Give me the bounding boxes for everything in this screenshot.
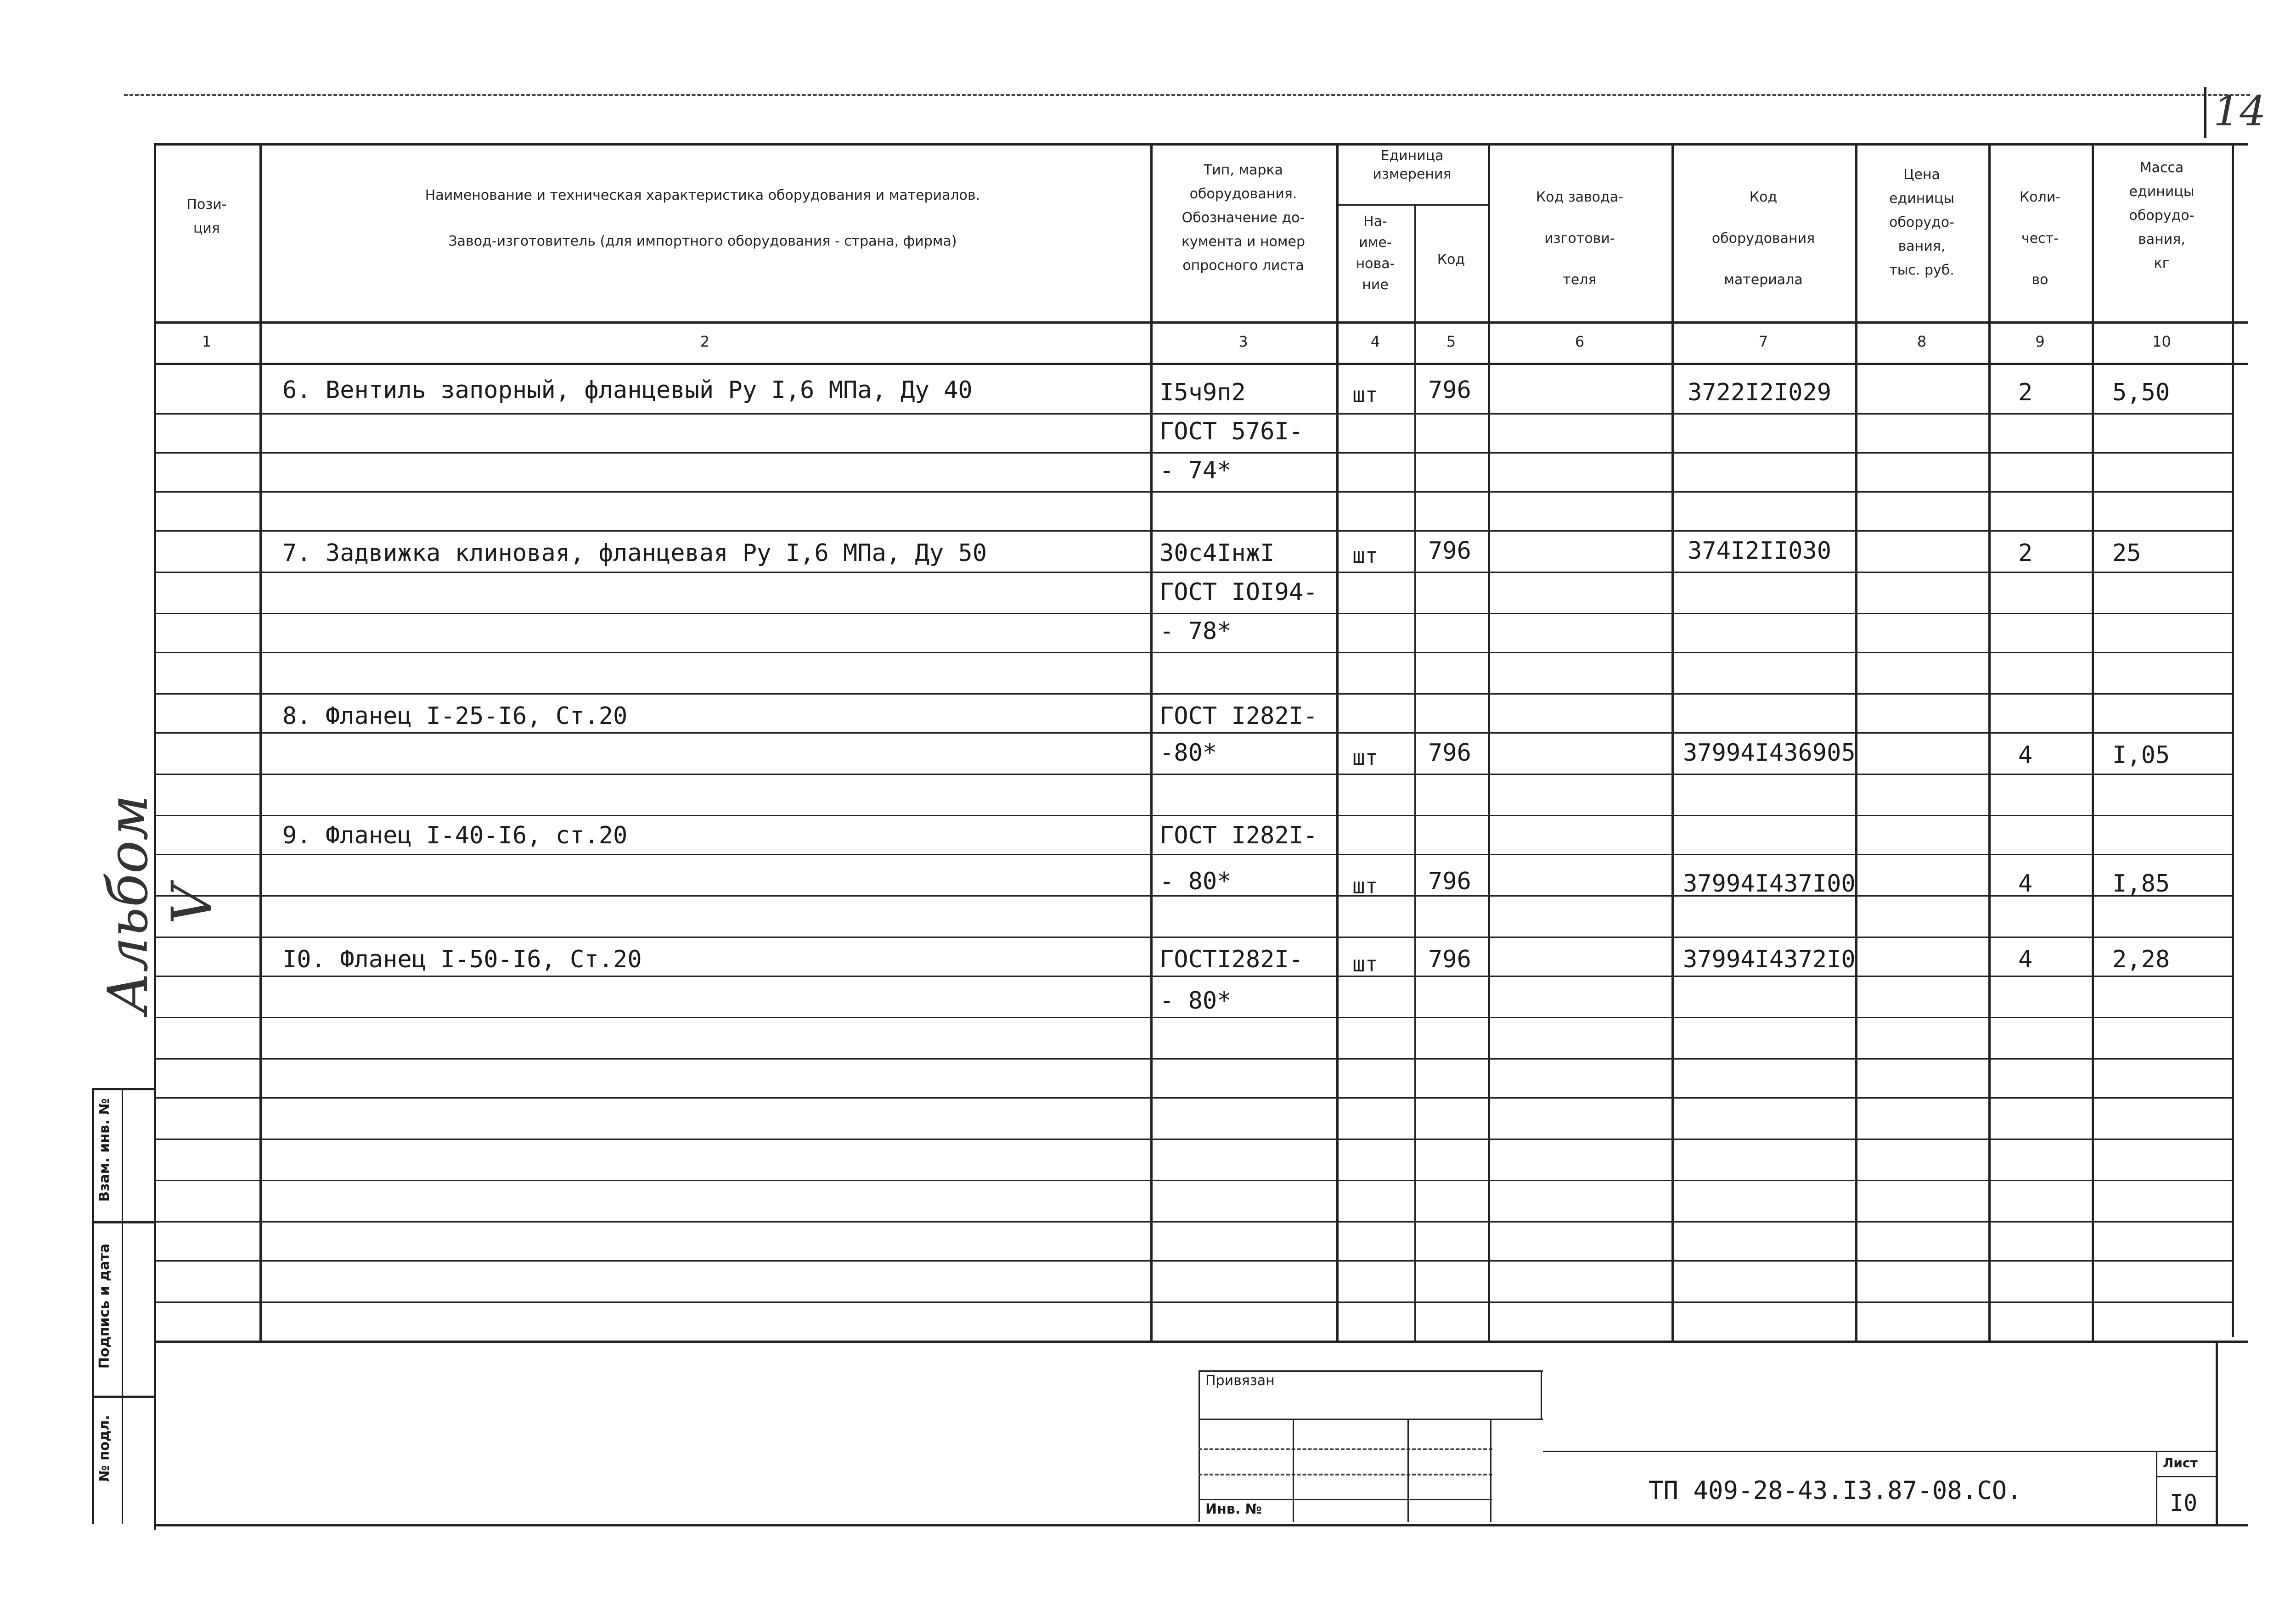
row10-name: I0. Фланец I-50-I6, Ст.20 xyxy=(282,946,642,973)
row6-type2: ГОСТ 576I- xyxy=(1159,418,1304,445)
row9-qty: 4 xyxy=(2018,870,2033,898)
hdr-name-line1: Наименование и техническая характеристика оборудования и материалов. xyxy=(425,187,980,203)
sheet-label: Лист xyxy=(2163,1455,2198,1470)
row10-mat-code: 37994I4372I0 xyxy=(1683,946,1856,973)
row7-name: 7. Задвижка клиновая, фланцевая Ру I,6 МПа, Ду 50 xyxy=(282,539,987,567)
row8-mass: I,05 xyxy=(2112,741,2170,769)
hdr-factory-code: Код завода- изготови- теля xyxy=(1536,189,1624,288)
stamp-inv: Инв. № xyxy=(1205,1501,1262,1517)
hdr-position: Пози- ция xyxy=(186,196,227,236)
row7-code: 796 xyxy=(1428,537,1471,565)
hdr-type: Тип, марка оборудования. Обозначение до- кумента и номер опросного листа xyxy=(1181,162,1306,274)
row10-code: 796 xyxy=(1428,946,1471,973)
row8-unit: шт xyxy=(1352,745,1378,770)
hdr-unit-code: Код xyxy=(1437,252,1465,268)
row7-unit: шт xyxy=(1352,543,1378,568)
row7-qty: 2 xyxy=(2018,539,2033,567)
colnum-10: 10 xyxy=(2152,333,2171,350)
row7-mass: 25 xyxy=(2112,539,2141,567)
sheet-number: I0 xyxy=(2170,1490,2198,1516)
colnum-5: 5 xyxy=(1446,333,1456,350)
hdr-mass: Масса единицы оборудо- вания, кг xyxy=(2129,160,2195,271)
stamp-privyazan: Привязан xyxy=(1205,1373,1275,1389)
row9-mat-code: 37994I437I00 xyxy=(1683,870,1856,898)
row8-type1: ГОСТ I282I- xyxy=(1159,702,1318,730)
side-inv-orig: № подл. xyxy=(96,1415,113,1482)
row6-mass: 5,50 xyxy=(2112,379,2170,406)
colnum-6: 6 xyxy=(1575,333,1585,350)
colnum-7: 7 xyxy=(1758,333,1768,350)
row6-name: 6. Вентиль запорный, фланцевый Ру I,6 МПа, Ду 40 xyxy=(282,376,973,404)
hdr-price: Цена единицы оборудо- вания, тыс. руб. xyxy=(1889,167,1954,278)
hdr-material-code: Код оборудования материала xyxy=(1711,189,1815,288)
row8-mat-code: 37994I436905 xyxy=(1683,739,1856,767)
row8-name: 8. Фланец I-25-I6, Ст.20 xyxy=(282,702,628,730)
row9-unit: шт xyxy=(1352,874,1378,898)
row10-type1: ГОСТI282I- xyxy=(1159,946,1304,973)
row10-type2: - 80* xyxy=(1159,987,1232,1015)
hdr-qty: Коли- чест- во xyxy=(2019,189,2061,288)
row8-qty: 4 xyxy=(2018,741,2033,769)
row7-type2: ГОСТ IОI94- xyxy=(1159,578,1318,606)
row10-mass: 2,28 xyxy=(2112,946,2170,973)
page-number-handwritten: 14 xyxy=(2213,87,2266,135)
document-code: ТП 409-28-43.I3.87-08.СО. xyxy=(1649,1476,2022,1505)
row10-unit: шт xyxy=(1352,952,1378,976)
row6-unit: шт xyxy=(1352,382,1378,407)
row7-type3: - 78* xyxy=(1159,617,1232,645)
row9-code: 796 xyxy=(1428,868,1471,895)
hdr-unit: Единица измерения xyxy=(1373,148,1452,182)
colnum-1: 1 xyxy=(202,333,212,350)
hdr-unit-name: На- име- нова- ние xyxy=(1356,213,1395,293)
row7-mat-code: 374I2II030 xyxy=(1688,537,1832,565)
row9-mass: I,85 xyxy=(2112,870,2170,898)
row7-type1: 30с4IнжI xyxy=(1159,539,1275,567)
colnum-9: 9 xyxy=(2035,333,2045,350)
colnum-2: 2 xyxy=(700,333,710,350)
colnum-4: 4 xyxy=(1370,333,1380,350)
side-inv-no: Взам. инв. № xyxy=(96,1098,113,1202)
row6-type1: I5ч9п2 xyxy=(1159,379,1246,406)
row6-mat-code: 3722I2I029 xyxy=(1688,379,1832,406)
hdr-name-line2: Завод-изготовитель (для импортного оборудования - страна, фирма) xyxy=(448,233,957,249)
colnum-3: 3 xyxy=(1238,333,1248,350)
row9-name: 9. Фланец I-40-I6, ст.20 xyxy=(282,822,628,849)
top-cut-line xyxy=(124,94,2250,96)
row6-code: 796 xyxy=(1428,376,1471,404)
row9-type1: ГОСТ I282I- xyxy=(1159,822,1318,849)
side-sign-date: Подпись и дата xyxy=(96,1243,113,1369)
row9-type2: - 80* xyxy=(1159,868,1232,895)
row8-code: 796 xyxy=(1428,739,1471,767)
row6-type3: - 74* xyxy=(1159,457,1232,484)
row10-qty: 4 xyxy=(2018,946,2033,973)
corner-line xyxy=(2204,87,2206,138)
row6-qty: 2 xyxy=(2018,379,2033,406)
colnum-8: 8 xyxy=(1917,333,1927,350)
row8-type2: -80* xyxy=(1159,739,1217,767)
album-label: Альбом V xyxy=(96,795,224,1014)
